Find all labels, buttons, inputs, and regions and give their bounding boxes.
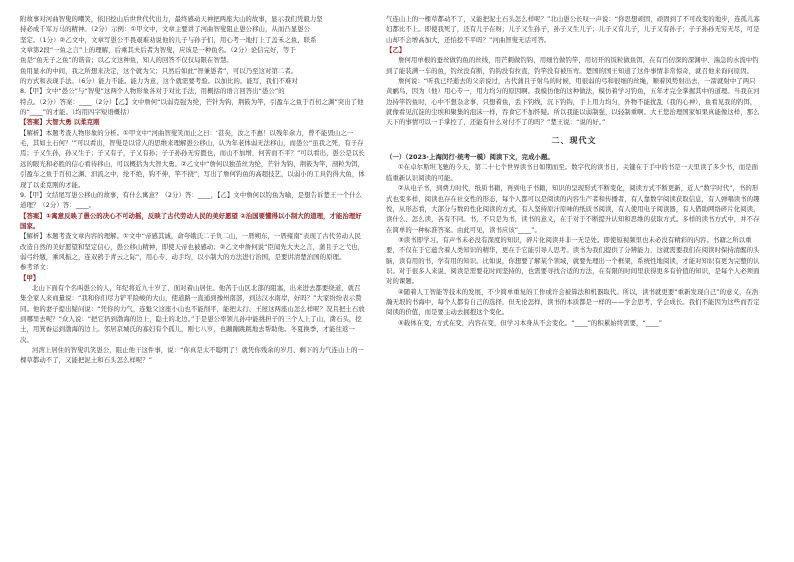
modern-para-3: ③读书即学习。有声书未必没有深度的知识，碎片化阅读并非一无是处。即使短视频里也未必没有精彩的内容。书籍之所以重要，不仅在于它蕴含着人类知识的精华，更在于它能引导人思考。读书为我们提供了分辨能力，这就需要我们在阅读时保持清醒的头脑，读有用的书，学有用的知识。比如说，你想要了解某个领域，就要先理出一个框架，系统性地阅读，才能对知识有更为完整的认识。对于很多人来说，阅读是需要花时间坚持的，也需要寻找合适的方法，在有限的时间里获得更多有价值的知识，是每个人必须面对的课题。 [386, 235, 760, 286]
left-para-3: 文章第2段“一鱼之言”上的理解，后乘其夫后者为智叟，应该是一种鱼名。（2分）论信完好，等于 [20, 46, 296, 55]
right-para-0: 气连山上的一棵草都动不了，又能把泥土石头怎么样呢？”北山愚公长叹一声说：“你思想顽固，顽固到了不可改变的地步，连孤儿寡妇都比不上。即使我死了，还有儿子在呀；儿子又生孙子，孙子又生儿子；儿子又有儿子，儿子又有孙子；子子孙孙无穷无尽，可是山却不会增高加大，还怕挖不平吗？”河曲智叟无话可答。 [386, 15, 760, 44]
left-para-2: 坚定。（1分）②乙文中，文章写愚公不畏艰难劝说他的儿子与孙子们，用心考一地打上了盖禾之鱼，联系 [20, 35, 317, 44]
left-para-0: 附故事对河曲智叟的嘲笑，依旧挖山后世世代代出力，最终感动天神把两座大山的故事，显示我们凭毅力坚 [20, 15, 323, 23]
modern-para-1: ①在卓尔斯坦飞驰的今天，第二十七个世界读书日如期而至。数字代的读书日，关键在于手中的书是一天里读了多少书，而是面临重新认识阅读的可能。 [386, 163, 759, 182]
left-para-6: 的方式和表现手法。（6分）能力不能。能力为意，这个就需要考验。以加比的。能写，我们不难对 [20, 77, 298, 86]
left-para-4: 鱼是“鱼无子之鱼”的谐音；以乙文这种鱼，知人的回答不仅仅局限在智慧。 [20, 56, 233, 65]
modern-para-5: ⑤载体在变，方式在变，内容在变，但学习本身从不会变化。“____”的积累始终需要，“____” [398, 318, 663, 327]
translation-jia-para-2: 河湾上居住的智叟讥笑愚公，阻止他干这件事，说：“你真是太不聪明了！就凭你残余的岁月、剩下的力气连山上的一棵草都动不了，又能把泥土和石头怎么样呢？” [20, 346, 364, 365]
left-para-5: 鱼用显水的中间，我之所想来决定，这个就为父；只然后如此“智兼愚者”，可以乃至这对第二者。 [20, 66, 298, 75]
translation-yi-para-1: 詹何用单根的蚕丝做钓鱼的丝线，用芒刺做钓钩，用细竹做钓竿，用切开的饭粒做鱼饵，在有百仞深的深渊中、湍急的水流中钓到了能装满一车的鱼，钓丝没有断，钓钩没有拉直，钓竿没有被压弯。楚国的国王知道了这件事情非常惊奇，就召他来询问原因。 [386, 56, 759, 75]
answer-8: 【答案】大智大勇 以柔克刚 [20, 118, 100, 127]
question-9: 9.【甲】文结尾写愚公移山的故事，有什么寓意？（2分）答：____，【乙】文中詹何以钓鱼为喻，是想告诉楚王一个什么道理？（2分）答：____。 [20, 190, 363, 210]
right-column [386, 14, 762, 328]
answer-9: 【答案】①寓意反映了愚公的决心不可动摇，反映了古代劳动人民的美好愿望 ②治国要懂得以小制大的道理，才能治理好国家。 [20, 211, 362, 230]
translation-jia-para-1: 北山下面有个名叫愚公的人，年纪将近九十岁了，面对着山居住。他苦于山区北部的阻塞，出来进去都要绕道，就召集全家人来商量说：“我和你们尽力铲平险峻的大山，使道路一直通到豫州南部，到达汉水南岸，好吗？”大家纷纷表示赞同。他的妻子提出疑问说：“凭你的力气，连魁父这座小山也不能削平，能把太行、王屋这两座山怎么样呢？况且把土石放到哪里去呢？”众人说：“把它扔到渤海的边上，隐土的北边。”于是愚公率领儿孙中能挑担子的三个人上了山，凿石头，挖土，用箕畚运到渤海的边上。邻居京城氏的寡妇有个孤儿，刚七八岁，也蹦蹦跳跳地去帮助他。冬夏换季，才能往返一次。 [20, 283, 365, 344]
question-8-cont: 特点。（2分）答案：____（2分）【乙】文中詹何“以弱克强为纶，芒针为钩，荆筱为竿，引盈车之鱼于百仞之渊”突出了他的“____”的才能。（均用四字短语概括） [20, 97, 364, 117]
section-title: 二、现代文 [551, 135, 597, 145]
translation-yi-label: 【乙】 [386, 46, 406, 55]
question-head: （一）（2023·上海闵行·统考一模）阅读下文，完成小题。 [386, 153, 554, 162]
left-column [20, 14, 366, 366]
left-para-1: 持必成千军万马的精神。（2分）示例：①甲文中，文章主要讲了河曲智叟阻止愚公移山，从而凸显愚公 [20, 25, 311, 34]
analysis-9: 【解析】本题考查文章内容的理解。①文中“帝感其诚，命夸娥氏二子负二山，一厝朔东，一厝雍南”表现了古代劳动人民改造自然的美好愿望和坚定信心，愚公移山精神，即使天帝也被感动；②乙文中詹何说“臣闻先大夫之言，蒲且子之弋也，弱弓纤缴，乘风振之，连双鸧于青云之际”，用心专、动手均，以小制大的方法进行治国，是要讲清楚治国的原理。 [20, 232, 365, 261]
modern-para-4: ④随着人工智能等技术的发展，不少简单重复的工作或许会被算法和机器取代。所以，读书就更要“重新发现自己”的意义，在浩瀚无垠的书海中，每个人都有自己的选择，但无论怎样，读书的本质都是一样的——学会思考，学会成长。我们不能因为这些而否定阅读的价值，而是要主动去拥抱这个变化。 [386, 287, 760, 317]
question-8: 8.【甲】文中“愚公”与“智叟”这两个人物形象各对于对比手法，用概括的语言回答出“愚公”的 [20, 87, 285, 96]
translation-label: 参考译文： [20, 263, 53, 272]
analysis-8: 【解析】本题考查人物形象的分析。①甲文中“河曲智叟笑而止之曰：‘甚矣，汝之不惠！以残年余力，曾不能毁山之一毛，其如土石何？’”可以看出，智叟是以常人的思维来理解愚公移山，认为年老体弱无法移山，而愚公“虽我之死，有子存焉；子又生孙，孙又生子；子又有子，子又有孙；子子孙孙无穷匮也，而山不加增，何苦而不平？”可以看出，愚公是以长远的眼光和必胜的信心看待移山，可以概括为大智大勇。②乙文中“詹何以独茧丝为纶，芒针为钩，荆筱为竿，剖粒为饵，引盈车之鱼于百仞之渊、汩流之中，纶不绝，钩不伸，竿不挠”，写出了詹何钓鱼的高超技艺，以弱小的工具钓得大鱼，体现了以柔克刚的才能。 [20, 128, 365, 189]
translation-yi-para-2: 詹何说：“听我已经逝去的父亲说过，古代蒲且子射鸟的时候，用很弱的弓和很细的丝绳，顺着风势射出去，一箭就射中了两只黄鹂鸟，因为（他）用心专一，用力均匀的原因啊。我模仿他的这种做法，模仿着学习钓鱼，五年才完全掌握其中的道理。当我在河边持竿钓鱼时，心中不想杂念事，只想着鱼，丢下钓线，沉下钓钩，手上用力均匀，外物不能扰乱（我的心神），鱼看见我的钓饵，就像看见沉淀的尘埃和聚集的泡沫一样，吞食它不加怀疑。所以我能以弱制强，以轻制重啊。大王您治理国家如果真能像这样，那么天下的事情可以一手掌控了，还能有什么对付不了的吗？”楚王说：“说的好。” [386, 77, 760, 127]
translation-jia-label: 【甲】 [20, 273, 40, 282]
modern-para-2: ②从电子书，到费力时代，纸质书籍，再到电子书籍，知识的呈现形式不断变化，阅读方式不断更新，近人“数字时代”，书的形式也变多样，阅读也存在社交性的形态，每个人都可以是阅读的内容生产者和传播者，有人靠数字阅读获取信息，有人弹唱读书的趣悦，从形态看，大部分与数码性化阅读的方式，有人坚持原汁原味的纸质书阅读，有人使用电子阅读器，有人借助网络碎片化阅读，读什么、怎么读，各有不同。书，不只是为书，读书的意义，在于对于不断提升认知和思维的获取方式。多样的读书方式中，并不存在简单的一种标准答案。由此可见，读书应该“____”。 [386, 184, 760, 234]
